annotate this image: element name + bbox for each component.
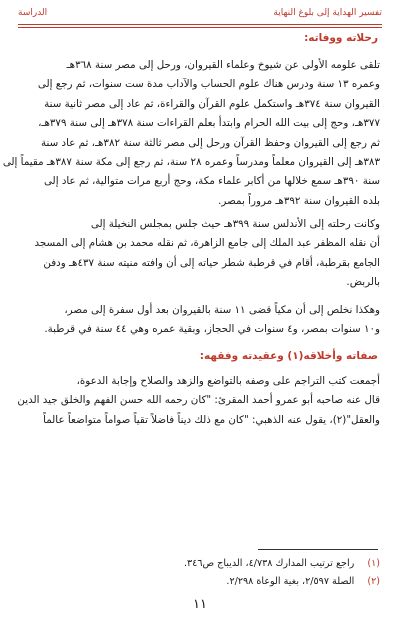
section-title: الدراسة bbox=[18, 8, 48, 18]
text-line: بالربض. bbox=[346, 276, 380, 289]
text-line: أجمعت كتب التراجم على وصفه بالتواضع والزهد والصلاح وإجابة الدعوة، bbox=[76, 375, 380, 387]
footnote-number: (١) bbox=[367, 558, 380, 569]
footnote-1 bbox=[40, 556, 380, 572]
footnote-text: الصلة ٢/٥٩٧، بغية الوعاة ٢/٢٩٨. bbox=[226, 576, 355, 587]
text-line: قال عنه صاحبه أبو عمرو أحمد المقرئ: "كان رحمه الله حسن الفهم والخلق جيد الدين bbox=[17, 394, 380, 407]
text-line: وكانت رحلته إلى الأندلس سنة ٣٩٩هـ حيث جلس بمجلس النخيلة إلى bbox=[90, 218, 380, 230]
paragraph-travels-summary bbox=[20, 301, 380, 340]
footnote-number: (٢) bbox=[367, 576, 380, 587]
paragraph-travels-1 bbox=[2, 56, 380, 211]
book-title: تفسير الهداية إلى بلوغ النهاية bbox=[273, 8, 382, 18]
paragraph-travels-2 bbox=[20, 215, 380, 293]
text-line: ٣٨٣هـ إلى القيروان معلماً ومدرساً وعمره ٢٨ سنة، ثم رجع إلى مكة سنة ٣٨٧هـ مقيماً إلى bbox=[2, 156, 380, 169]
running-header bbox=[18, 4, 382, 22]
footnote-2 bbox=[40, 574, 380, 590]
paragraph-character bbox=[17, 372, 380, 430]
footnote-text: راجع ترتيب المدارك ٤/٧٣٨، الديباج ص٣٤٦. bbox=[183, 558, 355, 569]
text-line: والعقل"(٢)، يقول عنه الذهبي: "كان مع ذلك ديناً فاضلاً تقياً صواماً متواضعاً عالماً bbox=[43, 413, 380, 426]
text-line: أن نقله المظفر عبد الملك إلى جامع الزاهرة، ثم نقله محمد بن هشام إلى المسجد bbox=[34, 237, 380, 250]
text-line: سنة ٣٩٠هـ سمع خلالها من أكابر علماء مكة، وحج أربع مرات متوالية، ثم عاد إلى bbox=[43, 175, 380, 188]
text-line: وهكذا نخلص إلى أن مكياً قضى ١١ سنة بالقيروان بعد أول سفرة إلى مصر، bbox=[64, 304, 380, 316]
header-rule bbox=[18, 24, 382, 28]
text-line: ٣٧٧هـ، وحج إلى بيت الله الحرام وابتدأ بعلم القراءات سنة ٣٧٨هـ إلى سنة ٣٧٩هـ، bbox=[38, 117, 380, 130]
text-line: وعمره ١٣ سنة ودرس هناك علوم الحساب والآداب مدة ست سنوات، ثم رجع إلى bbox=[37, 78, 380, 91]
page-number: ١١ bbox=[193, 597, 207, 612]
text-line: بلده القيروان سنة ٣٩٢هـ مروراً بمصر. bbox=[218, 194, 380, 207]
text-line: القيروان سنة ٣٧٤هـ واستكمل علوم القرآن والقراءة، ثم عاد إلى مصر ثانية سنة bbox=[44, 97, 380, 110]
text-line: تلقى علومه الأولى عن شيوخ وعلماء القيروان، ورحل إلى مصر سنة ٣٦٨هـ bbox=[66, 59, 380, 71]
text-line: و١٠ سنوات بمصر، و٤ سنوات في الحجاز، وبقية عمره وهي ٤٤ سنة في قرطبة. bbox=[44, 323, 380, 336]
text-line: ثم رجع إلى القيروان وحفظ القرآن ورحل إلى مصر ثالثة سنة ٣٨٢هـ، ثم عاد سنة bbox=[40, 136, 380, 149]
section-heading-character: صفاته وأخلاقه(١) وعقيدته وفقهه: bbox=[199, 350, 378, 362]
footnote-rule bbox=[258, 549, 378, 550]
section-heading-travels: رحلاته ووفاته: bbox=[304, 32, 378, 44]
text-line: الجامع بقرطبة، أقام في قرطبة شطر حياته إلى أن وافته منيته سنة ٤٣٧هـ ودفن bbox=[43, 256, 380, 269]
